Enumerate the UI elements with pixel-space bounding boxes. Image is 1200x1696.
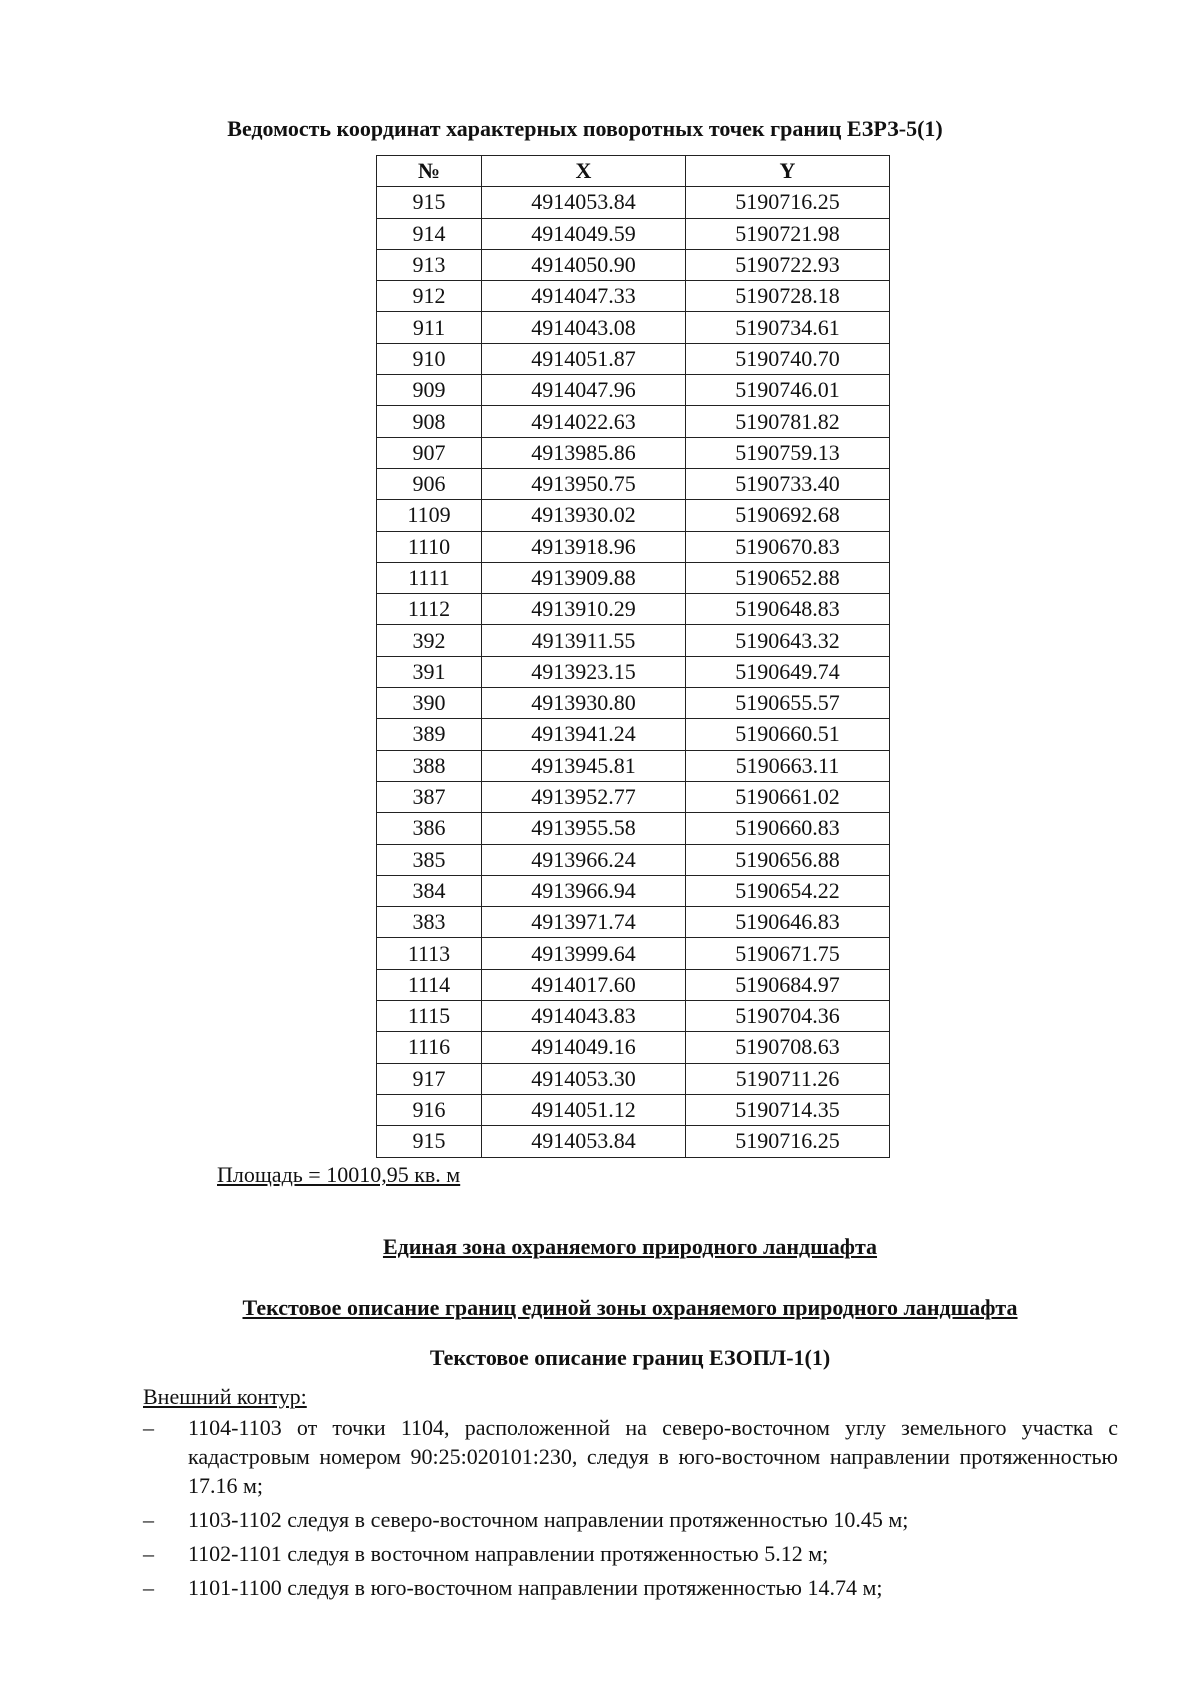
bullet-dash: – xyxy=(143,1415,154,1440)
cell-point-number: 911 xyxy=(377,312,482,343)
cell-y: 5190714.35 xyxy=(686,1094,890,1125)
cell-y: 5190663.11 xyxy=(686,750,890,781)
cell-y: 5190759.13 xyxy=(686,437,890,468)
cell-y: 5190722.93 xyxy=(686,249,890,280)
cell-y: 5190704.36 xyxy=(686,1001,890,1032)
cell-x: 4913966.94 xyxy=(482,875,686,906)
cell-point-number: 383 xyxy=(377,907,482,938)
cell-point-number: 908 xyxy=(377,406,482,437)
cell-point-number: 390 xyxy=(377,688,482,719)
table-row xyxy=(377,656,890,687)
cell-x: 4914051.12 xyxy=(482,1094,686,1125)
cell-y: 5190656.88 xyxy=(686,844,890,875)
cell-point-number: 915 xyxy=(377,1126,482,1157)
cell-x: 4913955.58 xyxy=(482,813,686,844)
cell-y: 5190670.83 xyxy=(686,531,890,562)
table-row xyxy=(377,813,890,844)
cell-point-number: 386 xyxy=(377,813,482,844)
cell-y: 5190655.57 xyxy=(686,688,890,719)
cell-x: 4913930.02 xyxy=(482,500,686,531)
cell-x: 4913999.64 xyxy=(482,938,686,969)
table-row xyxy=(377,750,890,781)
table-row xyxy=(377,500,890,531)
ezopl-heading: Текстовое описание границ ЕЗОПЛ-1(1) xyxy=(429,1345,831,1370)
header-x: X xyxy=(482,156,686,187)
cell-point-number: 392 xyxy=(377,625,482,656)
cell-x: 4914017.60 xyxy=(482,969,686,1000)
cell-point-number: 1113 xyxy=(377,938,482,969)
table-row xyxy=(377,1094,890,1125)
table-row xyxy=(377,531,890,562)
cell-y: 5190708.63 xyxy=(686,1032,890,1063)
cell-x: 4914047.96 xyxy=(482,375,686,406)
list-item-text: 1104-1103 от точки 1104, расположенной на северо-восточном углу земельного участка с кадастровым номером 90:25:020101:230, следуя в юго-восточном направлении протяженностью 17.16 м; xyxy=(188,1415,1118,1498)
cell-x: 4913911.55 xyxy=(482,625,686,656)
cell-x: 4914049.16 xyxy=(482,1032,686,1063)
table-row xyxy=(377,907,890,938)
cell-point-number: 916 xyxy=(377,1094,482,1125)
cell-y: 5190711.26 xyxy=(686,1063,890,1094)
list-item-text: 1103-1102 следуя в северо-восточном направлении протяженностью 10.45 м; xyxy=(188,1507,909,1532)
cell-x: 4914050.90 xyxy=(482,249,686,280)
cell-y: 5190643.32 xyxy=(686,625,890,656)
cell-point-number: 384 xyxy=(377,875,482,906)
bullet-dash: – xyxy=(143,1575,154,1600)
boundary-description-list xyxy=(143,1413,1118,1607)
cell-x: 4914053.84 xyxy=(482,187,686,218)
cell-x: 4913941.24 xyxy=(482,719,686,750)
table-row xyxy=(377,1126,890,1157)
cell-point-number: 910 xyxy=(377,343,482,374)
cell-y: 5190660.83 xyxy=(686,813,890,844)
cell-x: 4913945.81 xyxy=(482,750,686,781)
cell-x: 4913909.88 xyxy=(482,562,686,593)
cell-point-number: 1110 xyxy=(377,531,482,562)
bullet-dash: – xyxy=(143,1507,154,1532)
coordinates-table-body xyxy=(377,187,890,1157)
cell-x: 4913910.29 xyxy=(482,594,686,625)
cell-y: 5190652.88 xyxy=(686,562,890,593)
cell-y: 5190716.25 xyxy=(686,1126,890,1157)
table-row xyxy=(377,312,890,343)
table-row xyxy=(377,1001,890,1032)
table-row xyxy=(377,781,890,812)
cell-point-number: 914 xyxy=(377,218,482,249)
table-row xyxy=(377,594,890,625)
bullet-dash: – xyxy=(143,1541,154,1566)
cell-x: 4913930.80 xyxy=(482,688,686,719)
list-item xyxy=(143,1573,1118,1602)
cell-point-number: 906 xyxy=(377,468,482,499)
cell-point-number: 909 xyxy=(377,375,482,406)
cell-point-number: 913 xyxy=(377,249,482,280)
cell-point-number: 1115 xyxy=(377,1001,482,1032)
table-row xyxy=(377,1063,890,1094)
cell-point-number: 907 xyxy=(377,437,482,468)
cell-point-number: 389 xyxy=(377,719,482,750)
cell-point-number: 1111 xyxy=(377,562,482,593)
cell-x: 4913918.96 xyxy=(482,531,686,562)
table-row xyxy=(377,281,890,312)
table-row xyxy=(377,719,890,750)
cell-x: 4914047.33 xyxy=(482,281,686,312)
cell-x: 4914043.83 xyxy=(482,1001,686,1032)
header-number: № xyxy=(377,156,482,187)
cell-y: 5190649.74 xyxy=(686,656,890,687)
cell-x: 4914022.63 xyxy=(482,406,686,437)
list-item-text: 1102-1101 следуя в восточном направлении протяженностью 5.12 м; xyxy=(188,1541,829,1566)
cell-y: 5190728.18 xyxy=(686,281,890,312)
cell-x: 4913952.77 xyxy=(482,781,686,812)
table-row xyxy=(377,375,890,406)
cell-x: 4914043.08 xyxy=(482,312,686,343)
table-title: Ведомость координат характерных поворотных точек границ ЕЗРЗ-5(1) xyxy=(227,116,943,141)
cell-y: 5190648.83 xyxy=(686,594,890,625)
cell-y: 5190746.01 xyxy=(686,375,890,406)
cell-point-number: 388 xyxy=(377,750,482,781)
table-row xyxy=(377,969,890,1000)
cell-x: 4913923.15 xyxy=(482,656,686,687)
cell-y: 5190671.75 xyxy=(686,938,890,969)
cell-point-number: 385 xyxy=(377,844,482,875)
cell-point-number: 1116 xyxy=(377,1032,482,1063)
table-row xyxy=(377,562,890,593)
table-row xyxy=(377,688,890,719)
cell-y: 5190740.70 xyxy=(686,343,890,374)
table-header-row xyxy=(377,156,890,187)
cell-y: 5190646.83 xyxy=(686,907,890,938)
list-item-text: 1101-1100 следуя в юго-восточном направлении протяженностью 14.74 м; xyxy=(188,1575,883,1600)
cell-x: 4914049.59 xyxy=(482,218,686,249)
zone-heading: Единая зона охраняемого природного ландшафта xyxy=(382,1234,878,1259)
cell-point-number: 387 xyxy=(377,781,482,812)
cell-x: 4913950.75 xyxy=(482,468,686,499)
outer-contour-label: Внешний контур: xyxy=(143,1384,307,1409)
table-row xyxy=(377,406,890,437)
cell-y: 5190660.51 xyxy=(686,719,890,750)
coordinates-table xyxy=(376,155,890,1158)
cell-x: 4914053.84 xyxy=(482,1126,686,1157)
list-item xyxy=(143,1539,1118,1568)
cell-y: 5190692.68 xyxy=(686,500,890,531)
cell-point-number: 1112 xyxy=(377,594,482,625)
list-item xyxy=(143,1413,1118,1500)
cell-point-number: 915 xyxy=(377,187,482,218)
cell-x: 4913985.86 xyxy=(482,437,686,468)
cell-point-number: 1109 xyxy=(377,500,482,531)
cell-x: 4914051.87 xyxy=(482,343,686,374)
cell-y: 5190721.98 xyxy=(686,218,890,249)
table-row xyxy=(377,844,890,875)
cell-point-number: 917 xyxy=(377,1063,482,1094)
table-row xyxy=(377,343,890,374)
cell-x: 4913971.74 xyxy=(482,907,686,938)
area-text: Площадь = 10010,95 кв. м xyxy=(217,1162,461,1187)
cell-point-number: 391 xyxy=(377,656,482,687)
table-row xyxy=(377,1032,890,1063)
table-row xyxy=(377,437,890,468)
cell-y: 5190734.61 xyxy=(686,312,890,343)
table-row xyxy=(377,218,890,249)
cell-x: 4914053.30 xyxy=(482,1063,686,1094)
cell-y: 5190733.40 xyxy=(686,468,890,499)
cell-y: 5190781.82 xyxy=(686,406,890,437)
table-row xyxy=(377,938,890,969)
table-row xyxy=(377,875,890,906)
table-row xyxy=(377,187,890,218)
table-row xyxy=(377,625,890,656)
header-y: Y xyxy=(686,156,890,187)
cell-y: 5190654.22 xyxy=(686,875,890,906)
zone-description-heading: Текстовое описание границ единой зоны охраняемого природного ландшафта xyxy=(242,1295,1018,1320)
table-row xyxy=(377,249,890,280)
cell-point-number: 912 xyxy=(377,281,482,312)
cell-point-number: 1114 xyxy=(377,969,482,1000)
list-item xyxy=(143,1505,1118,1534)
table-row xyxy=(377,468,890,499)
cell-y: 5190684.97 xyxy=(686,969,890,1000)
cell-y: 5190716.25 xyxy=(686,187,890,218)
cell-y: 5190661.02 xyxy=(686,781,890,812)
cell-x: 4913966.24 xyxy=(482,844,686,875)
